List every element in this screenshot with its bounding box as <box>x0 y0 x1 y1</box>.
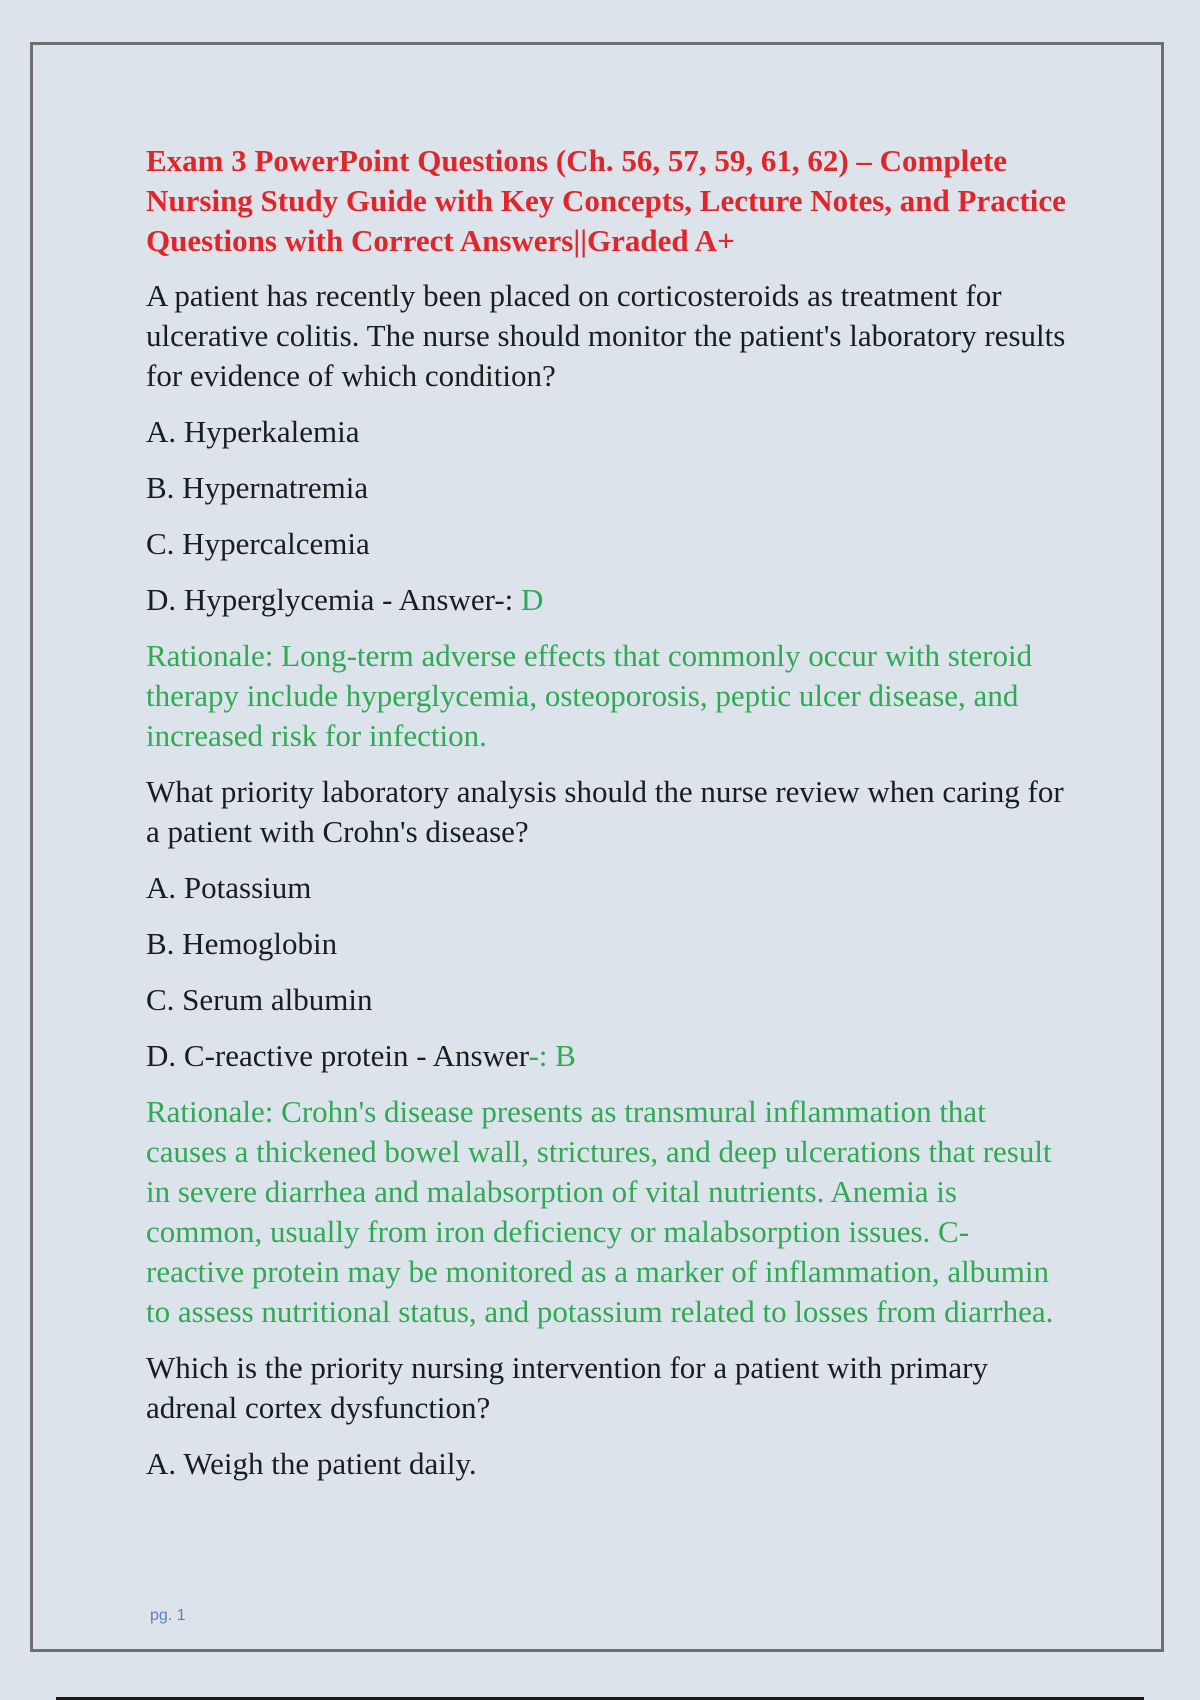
question-2-option-d-text: D. C-reactive protein - Answer <box>146 1038 529 1073</box>
question-2-rationale: Rationale: Crohn's disease presents as transmural inflammation that causes a thickened bowel wall, strictures, and deep ulcerations that result in severe diarrhea and malabsorption of vital nutrients. Anemia is common, usually from iron deficiency or malabsorption issues. C-reactive protein may be monitored as a marker of inflammation, albumin to assess nutritional status, and potassium related to losses from diarrhea. <box>146 1094 1054 1329</box>
question-1-option-d-text: D. Hyperglycemia - Answer-: <box>146 582 522 617</box>
document-title: Exam 3 PowerPoint Questions (Ch. 56, 57, 59, 61, 62) – Complete Nursing Study Guide with Key Concepts, Lecture Notes, and Practice Questions with Correct Answers||Graded A+ <box>146 143 1066 258</box>
question-2-answer: B <box>555 1038 576 1073</box>
question-1-option-a: A. Hyperkalemia <box>146 414 360 449</box>
question-2-stem: What priority laboratory analysis should the nurse review when caring for a patient with Crohn's disease? <box>146 774 1064 849</box>
question-2-option-a: A. Potassium <box>146 870 312 905</box>
document-content <box>146 141 1066 1500</box>
question-1-option-b: B. Hypernatremia <box>146 470 369 505</box>
question-1-option-d <box>146 580 1066 620</box>
question-2-option-b: B. Hemoglobin <box>146 926 338 961</box>
question-2-option-d <box>146 1036 1066 1076</box>
question-2-answer-prefix: -: <box>528 1038 556 1073</box>
question-3-stem: Which is the priority nursing intervention for a patient with primary adrenal cortex dysfunction? <box>146 1350 988 1425</box>
question-1-rationale: Rationale: Long-term adverse effects that commonly occur with steroid therapy include hyperglycemia, osteoporosis, peptic ulcer disease, and increased risk for infection. <box>146 638 1033 753</box>
page-number: pg. 1 <box>150 1607 186 1624</box>
question-2-option-c: C. Serum albumin <box>146 982 373 1017</box>
question-1-answer: D <box>521 582 544 617</box>
question-1-stem: A patient has recently been placed on corticosteroids as treatment for ulcerative colitis. The nurse should monitor the patient's laboratory results for evidence of which condition? <box>146 278 1066 393</box>
question-1-option-c: C. Hypercalcemia <box>146 526 370 561</box>
question-3-option-a: A. Weigh the patient daily. <box>146 1446 477 1481</box>
